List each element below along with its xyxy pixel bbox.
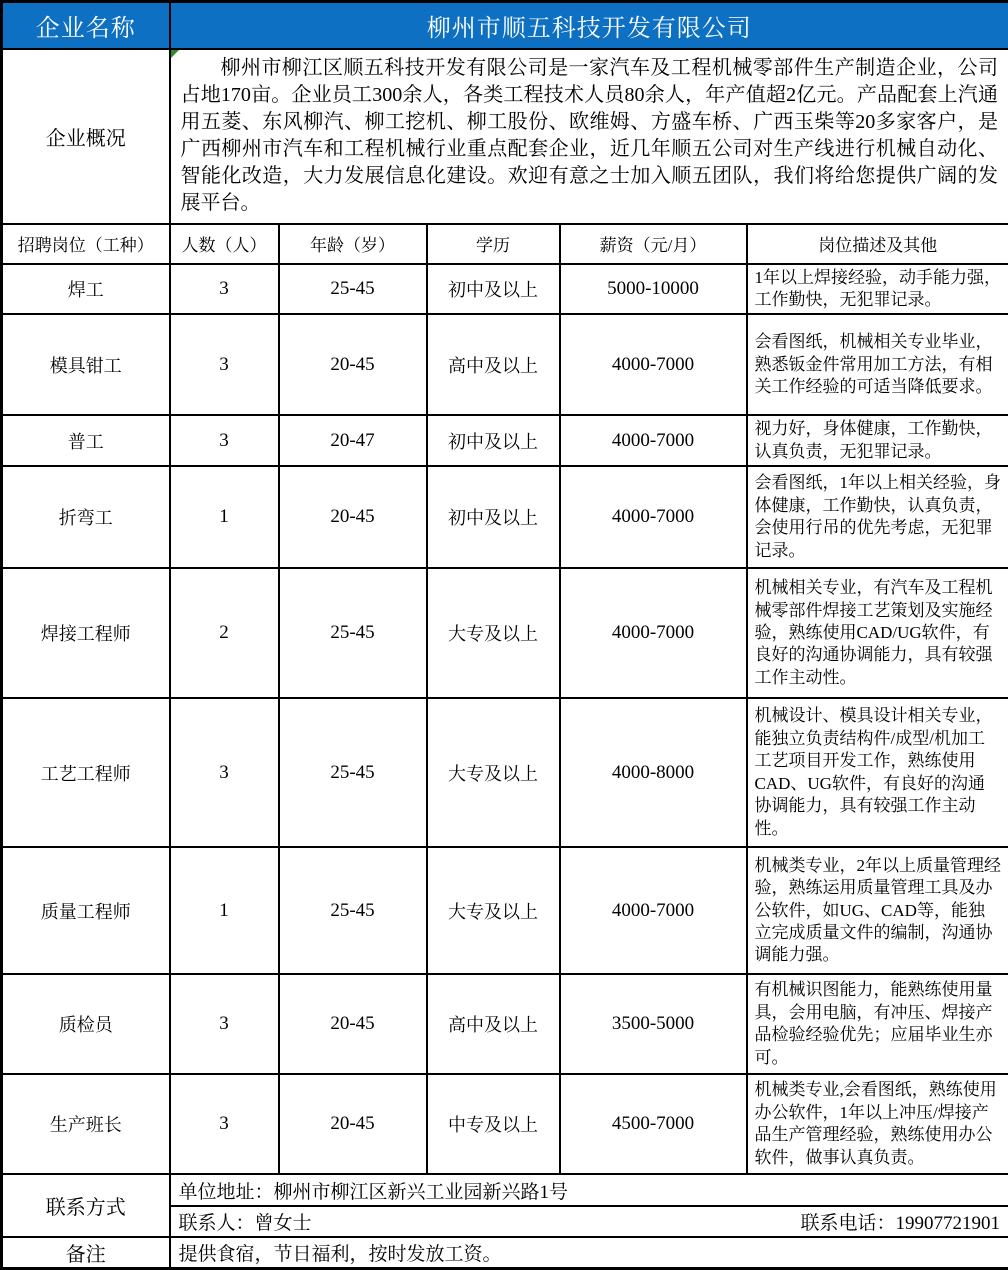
cell-description: 会看图纸，1年以上相关经验，身体健康，工作勤快，认真负责，会使用行吊的优先考虑，无犯罪记录。: [747, 466, 1008, 568]
contact-phone: 联系电话：19907721901: [800, 1208, 1000, 1235]
cell-count: 1: [170, 466, 279, 568]
cell-position: 焊工: [2, 264, 170, 315]
job-row-process-engineer: [2, 698, 1008, 847]
job-row-bending-worker: [2, 466, 1008, 568]
job-row-general-worker: [2, 415, 1008, 466]
green-triangle-marker: [171, 50, 179, 58]
cell-education: 初中及以上: [427, 466, 560, 568]
contact-address: 单位地址：柳州市柳江区新兴工业园新兴路1号: [170, 1174, 1008, 1206]
cell-salary: 4000-7000: [560, 415, 747, 466]
job-row-quality-engineer: [2, 847, 1008, 974]
cell-salary: 4000-7000: [560, 466, 747, 568]
cell-description: 1年以上焊接经验，动手能力强，工作勤快，无犯罪记录。: [747, 264, 1008, 315]
cell-education: 高中及以上: [427, 314, 560, 415]
cell-position: 质量工程师: [2, 847, 170, 974]
cell-education: 中专及以上: [427, 1074, 560, 1174]
cell-age: 25-45: [279, 698, 427, 847]
column-header-count: 人数（人）: [170, 224, 279, 264]
cell-salary: 3500-5000: [560, 974, 747, 1074]
contact-person: 联系人：曾女士: [179, 1208, 312, 1235]
cell-age: 20-45: [279, 466, 427, 568]
cell-count: 2: [170, 568, 279, 698]
cell-description: 会看图纸，机械相关专业毕业，熟悉钣金件常用加工方法，有相关工作经验的可适当降低要求。: [747, 314, 1008, 415]
cell-count: 3: [170, 1074, 279, 1174]
cell-position: 模具钳工: [2, 314, 170, 415]
cell-count: 3: [170, 415, 279, 466]
cell-age: 20-45: [279, 974, 427, 1074]
column-header-salary: 薪资（元/月）: [560, 224, 747, 264]
column-header-description: 岗位描述及其他: [747, 224, 1008, 264]
cell-education: 大专及以上: [427, 568, 560, 698]
cell-position: 工艺工程师: [2, 698, 170, 847]
job-row-quality-inspector: [2, 974, 1008, 1074]
cell-education: 大专及以上: [427, 847, 560, 974]
remarks-content: 提供食宿，节日福利，按时发放工资。: [170, 1237, 1008, 1269]
job-row-welder: [2, 264, 1008, 315]
contact-person-phone-cell: [170, 1206, 1008, 1237]
cell-salary: 4000-7000: [560, 847, 747, 974]
remarks-row: [2, 1237, 1008, 1269]
company-overview-row: [2, 49, 1008, 224]
company-overview-text: 柳州市柳江区顺五科技开发有限公司是一家汽车及工程机械零部件生产制造企业，公司占地170亩。企业员工300余人，各类工程技术人员80余人，年产值超2亿元。产品配套上汽通用五菱、东风柳汽、柳工挖机、柳工股份、欧维姆、方盛车桥、广西玉柴等20多家客户，是广西柳州市汽车和工程机械行业重点配套企业，近几年顺五公司对生产线进行机械自动化、智能化改造，大力发展信息化建设。欢迎有意之士加入顺五团队，我们将给您提供广阔的发展平台。: [181, 55, 999, 217]
column-header-education: 学历: [427, 224, 560, 264]
cell-education: 初中及以上: [427, 264, 560, 315]
cell-position: 焊接工程师: [2, 568, 170, 698]
company-name-label: 企业名称: [2, 2, 170, 49]
cell-description: 机械相关专业，有汽车及工程机械零部件焊接工艺策划及实施经验，熟练使用CAD/UG软件，有良好的沟通协调能力，具有较强工作主动性。: [747, 568, 1008, 698]
cell-count: 3: [170, 974, 279, 1074]
cell-position: 生产班长: [2, 1074, 170, 1174]
company-header-row: [2, 2, 1008, 49]
contact-label: 联系方式: [2, 1174, 170, 1237]
cell-count: 3: [170, 264, 279, 315]
job-row-mold-fitter: [2, 314, 1008, 415]
cell-description: 机械类专业，2年以上质量管理经验，熟练运用质量管理工具及办公软件，如UG、CAD等，能独立完成质量文件的编制，沟通协调能力强。: [747, 847, 1008, 974]
cell-education: 高中及以上: [427, 974, 560, 1074]
cell-age: 20-45: [279, 1074, 427, 1174]
company-overview-cell: [170, 49, 1008, 224]
cell-age: 25-45: [279, 264, 427, 315]
company-name: 柳州市顺五科技开发有限公司: [170, 2, 1008, 49]
cell-count: 3: [170, 314, 279, 415]
contact-address-row: [2, 1174, 1008, 1206]
cell-age: 20-45: [279, 314, 427, 415]
cell-description: 视力好，身体健康，工作勤快，认真负责，无犯罪记录。: [747, 415, 1008, 466]
cell-salary: 4000-8000: [560, 698, 747, 847]
cell-description: 机械类专业,会看图纸，熟练使用办公软件，1年以上冲压/焊接产品生产管理经验，熟练使用办公软件，做事认真负责。: [747, 1074, 1008, 1174]
cell-count: 1: [170, 847, 279, 974]
remarks-label: 备注: [2, 1237, 170, 1269]
cell-description: 有机械识图能力，能熟练使用量具，会用电脑，有冲压、焊接产品检验经验优先；应届毕业生亦可。: [747, 974, 1008, 1074]
cell-age: 25-45: [279, 568, 427, 698]
column-header-position: 招聘岗位（工种）: [2, 224, 170, 264]
cell-age: 25-45: [279, 847, 427, 974]
jobs-header-row: [2, 224, 1008, 264]
cell-salary: 4000-7000: [560, 314, 747, 415]
column-header-age: 年龄（岁）: [279, 224, 427, 264]
company-overview-label: 企业概况: [2, 49, 170, 224]
cell-description: 机械设计、模具设计相关专业，能独立负责结构件/成型/机加工工艺项目开发工作，熟练使用CAD、UG软件，有良好的沟通协调能力，具有较强工作主动性。: [747, 698, 1008, 847]
cell-age: 20-47: [279, 415, 427, 466]
cell-position: 普工: [2, 415, 170, 466]
job-row-production-leader: [2, 1074, 1008, 1174]
cell-education: 初中及以上: [427, 415, 560, 466]
cell-position: 折弯工: [2, 466, 170, 568]
cell-position: 质检员: [2, 974, 170, 1074]
cell-count: 3: [170, 698, 279, 847]
cell-salary: 4500-7000: [560, 1074, 747, 1174]
job-row-welding-engineer: [2, 568, 1008, 698]
cell-education: 大专及以上: [427, 698, 560, 847]
cell-salary: 5000-10000: [560, 264, 747, 315]
cell-salary: 4000-7000: [560, 568, 747, 698]
